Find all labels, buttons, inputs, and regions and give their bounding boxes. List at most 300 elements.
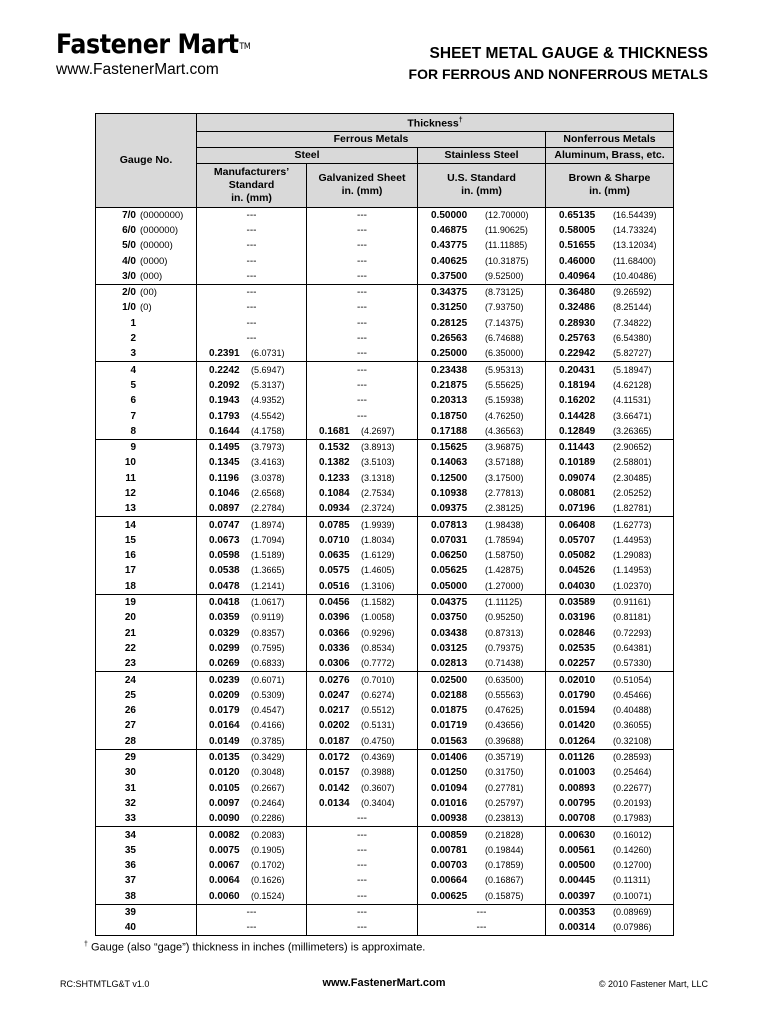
table-row (96, 269, 674, 285)
cell-gauge (96, 904, 197, 920)
cell-us (418, 688, 546, 703)
us-millimeters: (3.96875) (485, 442, 524, 453)
cell-gauge (96, 672, 197, 688)
bs-inches: 0.00708 (559, 813, 596, 825)
document-title (409, 45, 708, 83)
cell-gauge (96, 238, 197, 253)
us-inches: 0.31250 (431, 302, 468, 314)
cell-bs (546, 533, 674, 548)
m-inches: 0.1644 (209, 425, 240, 437)
cell-bs (546, 455, 674, 470)
cell-gs (307, 517, 418, 533)
cell-bs (546, 734, 674, 750)
cell-bs (546, 439, 674, 455)
cell-m (197, 718, 307, 733)
m-inches: 0.0598 (209, 550, 240, 562)
us-inches: 0.21875 (431, 379, 468, 391)
us-millimeters: (4.76250) (485, 410, 524, 421)
gauge-number: 39 (124, 907, 136, 918)
empty-dash: --- (246, 255, 257, 267)
gs-inches: 0.0247 (319, 689, 350, 701)
gs-millimeters: (1.0058) (361, 612, 395, 623)
header-steel: Steel (197, 147, 418, 163)
us-inches: 0.01250 (431, 767, 468, 779)
cell-m (197, 749, 307, 765)
us-inches: 0.26563 (431, 333, 468, 345)
empty-dash: --- (246, 922, 257, 934)
gauge-number: 40 (124, 922, 136, 934)
bs-millimeters: (14.73324) (613, 224, 657, 235)
table-row (96, 207, 674, 223)
table-row (96, 393, 674, 408)
bs-millimeters: (0.72293) (613, 627, 652, 638)
us-inches: 0.01563 (431, 735, 468, 747)
bs-inches: 0.46000 (559, 255, 596, 267)
bs-millimeters: (2.05252) (613, 487, 652, 498)
us-millimeters: (1.27000) (485, 580, 524, 591)
bs-inches: 0.01594 (559, 705, 596, 717)
gs-millimeters: (0.7010) (361, 674, 395, 685)
table-row (96, 626, 674, 641)
table-row (96, 501, 674, 517)
bs-inches: 0.09074 (559, 472, 596, 484)
gauge-number: 27 (124, 720, 136, 732)
gauge-number: 15 (124, 534, 136, 546)
cell-gauge (96, 223, 197, 238)
bs-inches: 0.25763 (559, 333, 596, 345)
cell-m (197, 780, 307, 795)
gauge-number: 21 (124, 627, 136, 639)
cell-m (197, 223, 307, 238)
footer-url: www.FastenerMart.com (322, 977, 446, 989)
m-millimeters: (0.6833) (251, 658, 285, 669)
trademark-mark: TM (239, 42, 251, 52)
gauge-number: 18 (124, 580, 136, 592)
cell-m (197, 378, 307, 393)
gauge-table (95, 113, 674, 936)
header-galvanized-sheet: Galvanized Sheet in. (mm) (307, 163, 418, 207)
cell-m (197, 238, 307, 253)
us-inches: 0.15625 (431, 442, 468, 454)
bs-millimeters: (5.18947) (613, 364, 652, 375)
cell-bs (546, 393, 674, 408)
bs-millimeters: (0.25464) (613, 767, 652, 778)
m-inches: 0.2391 (209, 348, 240, 360)
us-inches: 0.02500 (431, 674, 468, 686)
cell-m (197, 843, 307, 858)
cell-bs (546, 424, 674, 440)
bs-inches: 0.02846 (559, 627, 596, 639)
gs-inches: 0.1681 (319, 425, 350, 437)
m-inches: 0.0538 (209, 565, 240, 577)
cell-gauge (96, 548, 197, 563)
cell-us (418, 223, 546, 238)
header-gauge-no: Gauge No. (96, 114, 197, 208)
us-inches: 0.23438 (431, 364, 468, 376)
cell-gauge (96, 765, 197, 780)
us-inches: 0.00938 (431, 813, 468, 825)
us-inches: 0.04375 (431, 597, 468, 609)
cell-m (197, 734, 307, 750)
us-inches: 0.12500 (431, 472, 468, 484)
m-inches: 0.0060 (209, 890, 240, 902)
cell-gauge (96, 362, 197, 378)
bs-inches: 0.03589 (559, 597, 596, 609)
gs-inches: 0.0276 (319, 674, 350, 686)
bs-millimeters: (0.11311) (613, 875, 651, 886)
bs-inches: 0.02010 (559, 674, 596, 686)
gs-inches: 0.1382 (319, 457, 350, 469)
us-inches: 0.43775 (431, 240, 468, 252)
header-thickness: Thickness† (197, 114, 674, 132)
table-row (96, 904, 674, 920)
gauge-number: 1 (130, 317, 136, 329)
empty-dash: --- (357, 813, 367, 825)
gauge-number: 24 (124, 674, 136, 686)
m-inches: 0.1046 (209, 487, 240, 499)
header-aluminum-brass: Aluminum, Brass, etc. (546, 147, 674, 163)
bs-inches: 0.01126 (559, 752, 595, 764)
bs-millimeters: (3.26365) (613, 425, 652, 436)
us-millimeters: (0.25797) (485, 797, 524, 808)
bs-inches: 0.04030 (559, 580, 596, 592)
gs-millimeters: (0.6274) (361, 689, 395, 700)
cell-bs (546, 920, 674, 936)
m-millimeters: (0.6071) (251, 674, 285, 685)
m-millimeters: (1.2141) (251, 580, 285, 591)
gs-millimeters: (0.5512) (361, 705, 395, 716)
m-inches: 0.1495 (209, 442, 240, 454)
us-millimeters: (5.95313) (485, 364, 524, 375)
cell-gs (307, 858, 418, 873)
gauge-number: 22 (124, 642, 136, 654)
cell-us (418, 765, 546, 780)
empty-dash: --- (357, 379, 367, 391)
gauge-number: 30 (124, 767, 136, 779)
gs-millimeters: (1.4605) (361, 565, 395, 576)
us-inches: 0.00664 (431, 875, 468, 887)
cell-gs (307, 331, 418, 346)
us-inches: 0.14063 (431, 457, 468, 469)
cell-bs (546, 811, 674, 827)
gs-inches: 0.0785 (319, 519, 350, 531)
m-millimeters: (0.8357) (251, 627, 285, 638)
cell-us (418, 780, 546, 795)
cell-gs (307, 672, 418, 688)
m-inches: 0.0105 (209, 782, 240, 794)
gauge-number: 7 (130, 410, 136, 422)
gs-inches: 0.1233 (319, 472, 350, 484)
us-millimeters: (0.47625) (485, 705, 524, 716)
cell-bs (546, 501, 674, 517)
us-inches: 0.03125 (431, 642, 468, 654)
table-row (96, 594, 674, 610)
gs-millimeters: (3.8913) (361, 442, 395, 453)
us-millimeters: (0.16867) (485, 875, 524, 886)
bs-millimeters: (9.26592) (613, 287, 652, 298)
cell-us (418, 346, 546, 362)
table-row (96, 873, 674, 888)
us-inches: 0.18750 (431, 410, 468, 422)
empty-dash: --- (246, 302, 257, 314)
table-row (96, 486, 674, 501)
us-millimeters: (2.77813) (485, 487, 524, 498)
empty-dash: --- (246, 333, 257, 345)
cell-gs (307, 455, 418, 470)
table-row (96, 408, 674, 423)
us-millimeters: (0.79375) (485, 642, 524, 653)
table-row (96, 827, 674, 843)
bs-millimeters: (1.14953) (613, 565, 652, 576)
cell-gauge (96, 626, 197, 641)
footnote: † Gauge (also “gage”) thickness in inches (millimeters) is approximate. (84, 941, 426, 954)
gauge-number: 29 (124, 752, 136, 764)
bs-inches: 0.06408 (559, 519, 596, 531)
empty-dash: --- (357, 890, 367, 902)
m-inches: 0.0135 (209, 752, 240, 764)
empty-dash: --- (246, 270, 257, 282)
us-inches: 0.01875 (431, 705, 468, 717)
cell-bs (546, 362, 674, 378)
bs-inches: 0.16202 (559, 395, 596, 407)
gauge-number: 28 (124, 735, 136, 747)
bs-millimeters: (0.36055) (613, 720, 652, 731)
header-us-standard: U.S. Standard in. (mm) (418, 163, 546, 207)
m-millimeters: (4.9352) (251, 395, 285, 406)
table-row (96, 749, 674, 765)
gs-millimeters: (1.3106) (361, 580, 395, 591)
us-inches: 0.40625 (431, 255, 468, 267)
bs-millimeters: (10.40486) (613, 270, 657, 281)
cell-gs (307, 688, 418, 703)
bs-millimeters: (0.17983) (613, 813, 652, 824)
m-millimeters: (4.1758) (251, 425, 285, 436)
gauge-number: 6 (130, 395, 136, 407)
empty-dash: --- (246, 209, 257, 221)
bs-millimeters: (0.12700) (613, 860, 652, 871)
cell-gs (307, 563, 418, 578)
m-inches: 0.0064 (209, 875, 240, 887)
us-millimeters: (0.35719) (485, 752, 524, 763)
table-row (96, 517, 674, 533)
cell-us (418, 796, 546, 811)
m-inches: 0.0673 (209, 534, 240, 546)
bs-inches: 0.01003 (559, 767, 596, 779)
table-row (96, 718, 674, 733)
gauge-alt: (000000) (140, 224, 179, 236)
cell-us (418, 533, 546, 548)
bs-millimeters: (13.12034) (613, 240, 657, 251)
cell-gs (307, 300, 418, 315)
gauge-number: 3/0 (122, 270, 136, 282)
empty-dash: --- (357, 907, 367, 918)
cell-gs (307, 641, 418, 656)
bs-inches: 0.04526 (559, 565, 596, 577)
cell-gs (307, 471, 418, 486)
gauge-number: 20 (124, 612, 136, 624)
cell-gauge (96, 656, 197, 672)
cell-bs (546, 827, 674, 843)
gs-millimeters: (0.3988) (361, 767, 395, 778)
empty-dash: --- (246, 287, 257, 299)
cell-us (418, 873, 546, 888)
gauge-number: 32 (124, 797, 136, 809)
bs-millimeters: (16.54439) (613, 209, 657, 220)
m-millimeters: (4.5542) (251, 410, 285, 421)
cell-gauge (96, 207, 197, 223)
header-nonferrous-metals: Nonferrous Metals (546, 131, 674, 147)
bs-millimeters: (0.51054) (613, 674, 652, 685)
cell-gs (307, 533, 418, 548)
cell-us (418, 827, 546, 843)
table-row (96, 346, 674, 362)
bs-inches: 0.00893 (559, 782, 596, 794)
bs-inches: 0.14428 (559, 410, 596, 422)
cell-bs (546, 672, 674, 688)
cell-gs (307, 316, 418, 331)
us-inches: 0.00703 (431, 860, 468, 872)
cell-bs (546, 316, 674, 331)
gs-inches: 0.0456 (319, 597, 350, 609)
cell-us (418, 703, 546, 718)
cell-bs (546, 300, 674, 315)
cell-m (197, 858, 307, 873)
m-millimeters: (0.7595) (251, 642, 285, 653)
us-inches: 0.17188 (431, 425, 468, 437)
cell-m (197, 439, 307, 455)
table-row (96, 316, 674, 331)
cell-us (418, 424, 546, 440)
m-inches: 0.0478 (209, 580, 240, 592)
m-millimeters: (5.3137) (251, 379, 285, 390)
cell-gs (307, 920, 418, 936)
m-millimeters: (3.4163) (251, 457, 285, 468)
cell-bs (546, 688, 674, 703)
us-millimeters: (5.15938) (485, 395, 524, 406)
table-row (96, 284, 674, 300)
cell-gauge (96, 393, 197, 408)
table-row (96, 424, 674, 440)
cell-us (418, 749, 546, 765)
table-row (96, 378, 674, 393)
cell-gauge (96, 439, 197, 455)
bs-inches: 0.40964 (559, 270, 596, 282)
cell-us (418, 904, 546, 920)
gauge-alt: (0) (140, 302, 152, 314)
bs-inches: 0.32486 (559, 302, 596, 314)
cell-bs (546, 269, 674, 285)
table-row (96, 641, 674, 656)
bs-inches: 0.00314 (559, 922, 596, 934)
us-millimeters: (1.42875) (485, 565, 524, 576)
cell-gauge (96, 486, 197, 501)
bs-millimeters: (0.14260) (613, 844, 652, 855)
brand-block (56, 30, 277, 79)
m-millimeters: (0.3429) (251, 752, 285, 763)
gauge-number: 7/0 (122, 209, 136, 221)
bs-millimeters: (0.07986) (613, 922, 652, 933)
gs-millimeters: (4.2697) (361, 425, 395, 436)
m-millimeters: (6.0731) (251, 348, 285, 359)
header-manufacturers-standard: Manufacturers’ Standard in. (mm) (197, 163, 307, 207)
us-millimeters: (0.15875) (485, 890, 524, 901)
m-millimeters: (0.1524) (251, 890, 285, 901)
gs-inches: 0.0575 (319, 565, 350, 577)
m-inches: 0.0329 (209, 627, 240, 639)
cell-us (418, 594, 546, 610)
m-inches: 0.2092 (209, 379, 240, 391)
gs-millimeters: (3.5103) (361, 457, 395, 468)
us-inches: 0.25000 (431, 348, 468, 360)
gauge-number: 4 (130, 364, 136, 376)
m-millimeters: (1.0617) (251, 597, 285, 608)
bs-millimeters: (4.62128) (613, 379, 652, 390)
us-inches: 0.01719 (431, 720, 468, 732)
m-inches: 0.0097 (209, 797, 240, 809)
empty-dash: --- (476, 907, 487, 918)
gauge-number: 6/0 (122, 224, 136, 236)
us-inches: 0.10938 (431, 487, 468, 499)
table-row (96, 765, 674, 780)
gs-inches: 0.0336 (319, 642, 350, 654)
gauge-number: 9 (130, 442, 136, 454)
table-row (96, 455, 674, 470)
cell-gauge (96, 749, 197, 765)
us-inches: 0.05625 (431, 565, 468, 577)
bs-inches: 0.01420 (559, 720, 596, 732)
cell-gs (307, 811, 418, 827)
cell-gauge (96, 780, 197, 795)
cell-gauge (96, 703, 197, 718)
gs-inches: 0.0934 (319, 503, 350, 515)
gauge-number: 5 (130, 379, 136, 391)
cell-gs (307, 734, 418, 750)
empty-dash: --- (357, 240, 367, 252)
table-row (96, 223, 674, 238)
gs-millimeters: (0.7772) (361, 658, 395, 669)
gs-inches: 0.1532 (319, 442, 350, 454)
us-millimeters: (4.36563) (485, 425, 524, 436)
table-row (96, 703, 674, 718)
gauge-number: 38 (124, 890, 136, 902)
empty-dash: --- (357, 255, 367, 267)
gauge-alt: (0000000) (140, 209, 184, 221)
cell-m (197, 610, 307, 625)
gauge-number: 5/0 (122, 240, 136, 252)
cell-us (418, 253, 546, 268)
m-millimeters: (0.4166) (251, 720, 285, 731)
cell-gs (307, 238, 418, 253)
table-row (96, 331, 674, 346)
us-inches: 0.01406 (431, 752, 468, 764)
cell-m (197, 920, 307, 936)
table-header (96, 114, 674, 208)
empty-dash: --- (246, 224, 257, 236)
cell-m (197, 641, 307, 656)
cell-gs (307, 223, 418, 238)
footer-document-code: RC:SHTMTLG&T v1.0 (60, 979, 150, 989)
m-inches: 0.0299 (209, 642, 240, 654)
cell-gauge (96, 688, 197, 703)
m-millimeters: (0.2667) (251, 782, 285, 793)
table-row (96, 889, 674, 905)
bs-millimeters: (2.90652) (613, 442, 652, 453)
bs-millimeters: (0.81181) (613, 612, 651, 623)
cell-gauge (96, 889, 197, 905)
gs-inches: 0.0396 (319, 612, 350, 624)
cell-us (418, 408, 546, 423)
cell-us (418, 734, 546, 750)
